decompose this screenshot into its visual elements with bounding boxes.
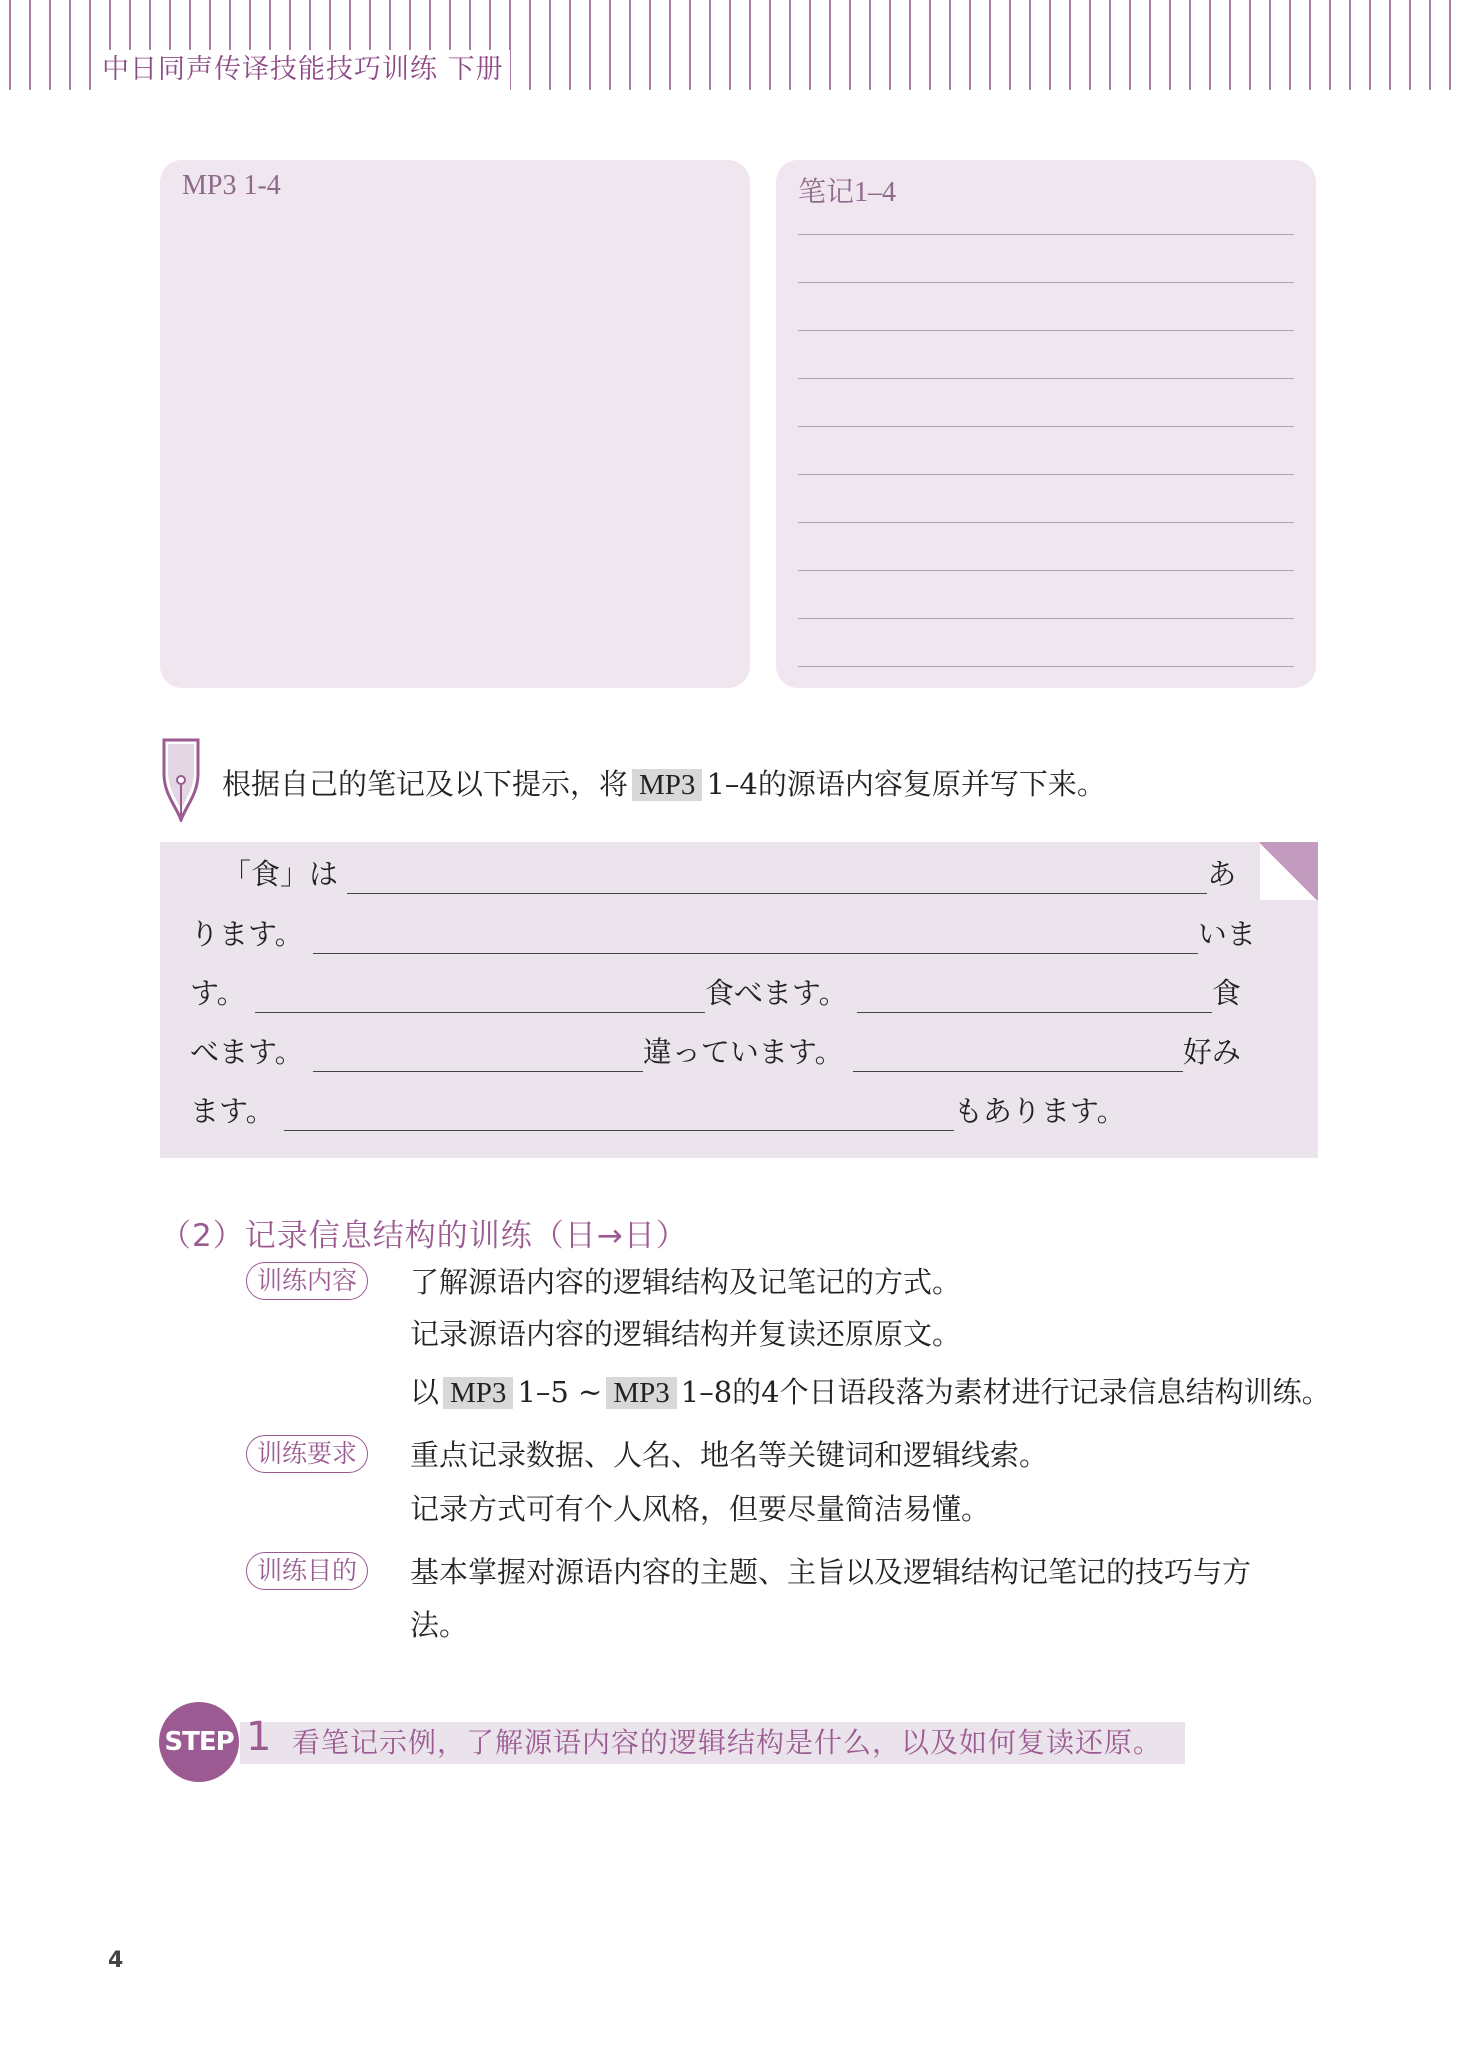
- requirement-line-2: 记录方式可有个人风格，但要尽量简洁易懂。: [410, 1492, 991, 1526]
- note-line: [798, 282, 1294, 283]
- fill-text: あ: [1207, 857, 1237, 891]
- note-line: [798, 666, 1294, 667]
- answer-blank[interactable]: [255, 982, 705, 1013]
- fill-text: べます。: [190, 1035, 304, 1069]
- fill-row-2: [190, 914, 1256, 954]
- book-title: 中日同声传译技能技巧训练 下册: [96, 50, 510, 90]
- fill-text: ります。: [190, 917, 304, 951]
- fill-text: 食: [1211, 976, 1241, 1010]
- instruction-before: 根据自己的笔记及以下提示，将: [222, 767, 629, 801]
- answer-blank[interactable]: [284, 1100, 954, 1131]
- fill-row-4: [190, 1032, 1241, 1072]
- note-line: [798, 378, 1294, 379]
- answer-blank[interactable]: [347, 863, 1207, 894]
- fill-text: もあります。: [953, 1094, 1126, 1128]
- note-line: [798, 618, 1294, 619]
- content-line-3-prefix: 以: [410, 1375, 440, 1409]
- training-purpose-label: 训练目的: [246, 1552, 368, 1590]
- content-line-1: 了解源语内容的逻辑结构及记笔记的方式。: [410, 1265, 962, 1299]
- step-number: 1: [246, 1714, 272, 1760]
- fill-text: ます。: [190, 1094, 275, 1128]
- content-line-3-mid: 1–5 ~: [517, 1375, 603, 1409]
- content-line-2: 记录源语内容的逻辑结构并复读还原原文。: [410, 1317, 962, 1351]
- note-line: [798, 234, 1294, 235]
- page-number: 4: [108, 1948, 124, 1973]
- fountain-pen-nib-icon: [160, 738, 202, 822]
- answer-blank[interactable]: [313, 923, 1198, 954]
- training-requirement-label: 训练要求: [246, 1435, 368, 1473]
- step-badge: STEP: [159, 1702, 239, 1782]
- notes-box: [776, 160, 1316, 688]
- purpose-line-1: 基本掌握对源语内容的主题、主旨以及逻辑结构记笔记的技巧与方: [410, 1555, 1252, 1589]
- mp3-tag: MP3: [606, 1377, 676, 1409]
- content-line-3-suffix: 1–8的4个日语段落为素材进行记录信息结构训练。: [680, 1375, 1331, 1409]
- answer-blank[interactable]: [853, 1041, 1183, 1072]
- fill-row-5: [190, 1091, 1126, 1131]
- instruction-after: 1–4的源语内容复原并写下来。: [706, 767, 1106, 801]
- note-line: [798, 330, 1294, 331]
- content-line-3: [410, 1372, 1331, 1413]
- mp3-box-title: MP3 1-4: [182, 170, 281, 201]
- fill-text: 違っています。: [642, 1035, 844, 1069]
- training-content-label: 训练内容: [246, 1262, 368, 1300]
- fill-in-panel: [160, 842, 1318, 1158]
- fill-text: いま: [1197, 917, 1256, 951]
- notes-box-title: 笔记1–4: [798, 177, 897, 208]
- page-header: [0, 0, 1457, 95]
- instruction-text: [222, 762, 1106, 803]
- fill-text: 「食」は: [222, 857, 339, 891]
- fill-text: 好み: [1182, 1035, 1241, 1069]
- note-line: [798, 522, 1294, 523]
- fill-row-1: [222, 854, 1236, 894]
- mp3-tag: MP3: [443, 1377, 513, 1409]
- page-fold-corner-icon: [1260, 842, 1318, 900]
- fill-text: す。: [190, 976, 246, 1010]
- step-text: 看笔记示例，了解源语内容的逻辑结构是什么，以及如何复读还原。: [292, 1726, 1163, 1759]
- purpose-line-2: 法。: [410, 1608, 469, 1642]
- note-line: [798, 426, 1294, 427]
- mp3-box: [160, 160, 750, 688]
- section-heading: （2）记录信息结构的训练（日→日）: [160, 1218, 688, 1254]
- note-line: [798, 570, 1294, 571]
- requirement-line-1: 重点记录数据、人名、地名等关键词和逻辑线索。: [410, 1438, 1049, 1472]
- answer-blank[interactable]: [857, 982, 1212, 1013]
- answer-blank[interactable]: [313, 1041, 643, 1072]
- fill-text: 食べます。: [704, 976, 848, 1010]
- fill-row-3: [190, 973, 1241, 1013]
- mp3-tag: MP3: [632, 769, 702, 801]
- note-line: [798, 474, 1294, 475]
